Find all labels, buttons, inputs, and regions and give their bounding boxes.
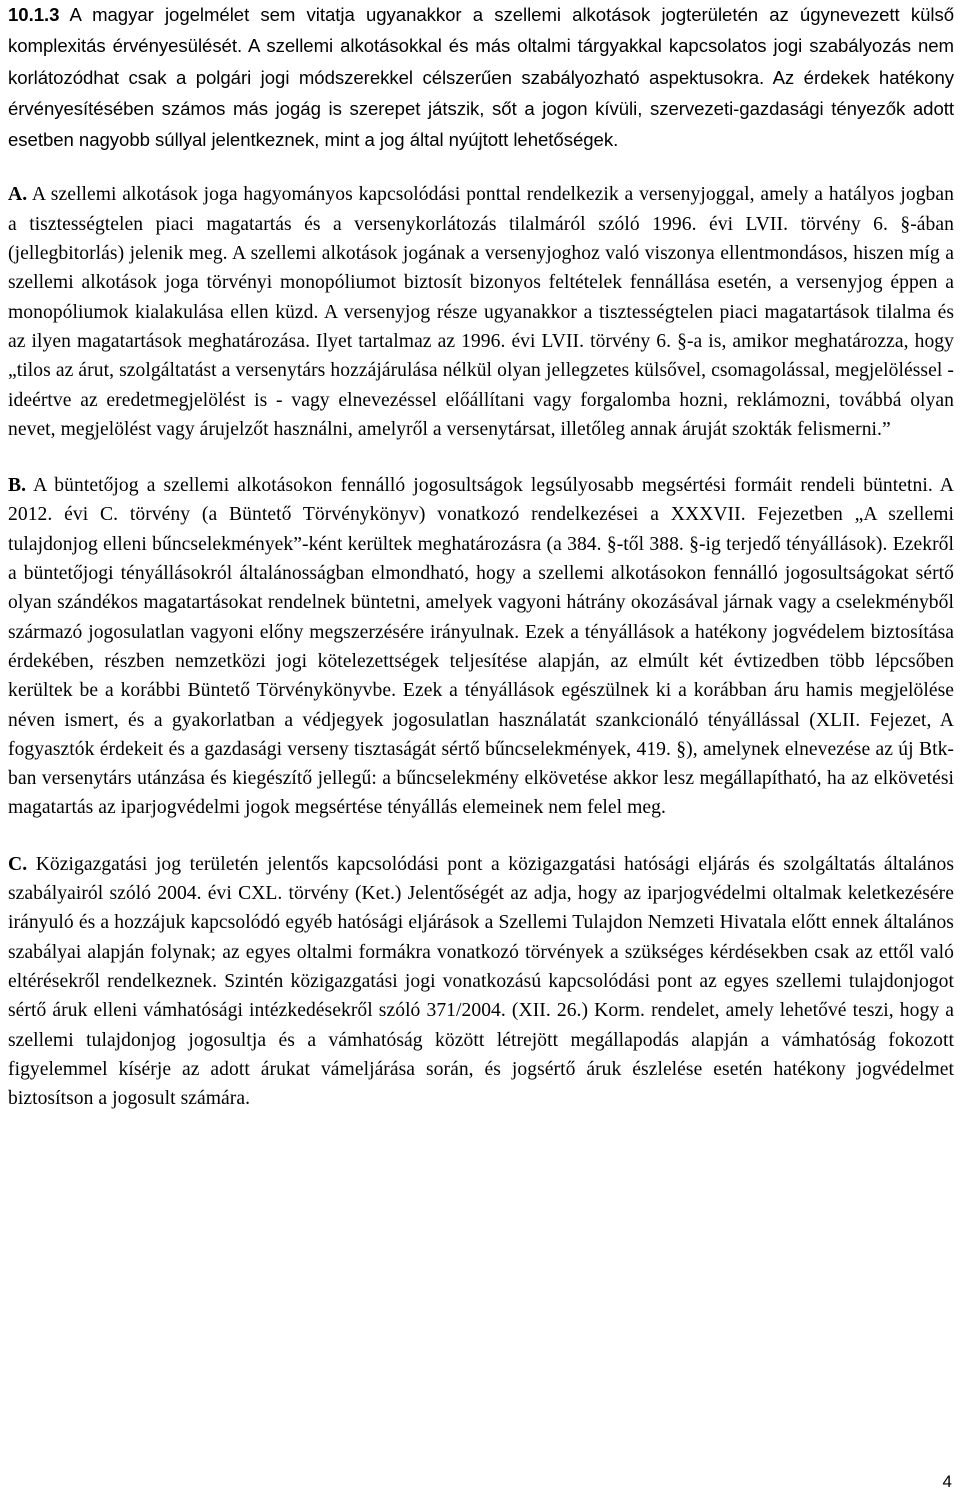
paragraph-c-label: C. [8,853,28,875]
paragraph-a-label: A. [8,184,28,206]
page-number: 4 [942,1472,952,1491]
section-text-sans: A magyar jogelmélet sem vitatja ugyanakkor a szellemi alkotások jogterületén az úgynevezett külső komplexitás érvényesülését. A szellemi alkotásokkal és más oltalmi tárgyakkal kapcsolatos jogi szabályozás nem korlátozódhat csak a polgári jogi módszerekkel célszerűen szabályozható aspektusokra. [8,4,954,88]
section-number: 10.1.3 [8,4,60,25]
paragraph-b-label: B. [8,475,27,497]
paragraph-c [8,850,954,1114]
document-page [8,0,954,1113]
section-paragraph [8,0,954,156]
paragraph-b-text: A büntetőjog a szellemi alkotásokon fennálló jogosultságok legsúlyosabb megsértési formáit rendeli büntetni. A 2012. évi C. törvény (a Büntető Törvénykönyv) vonatkozó rendelkezései a XXXVII. Fejezetben „A szellemi tulajdonjog elleni bűncselekmények”-ként kerültek meghatározásra (a 384. §-től 388. §-ig terjedő tényállások). Ezekről a büntetőjogi tényállásokról általánosságban elmondható, hogy a szellemi alkotásokon fennálló jogosultságokat sértő olyan szándékos magatartásokat rendelnek büntetni, amelyek vagyoni hátrány okozásával járnak vagy a cselekményből származó jogosulatlan vagyoni előny megszerzésére irányulnak. Ezek a tényállások a hatékony jogvédelem biztosítása érdekében, részben nemzetközi jogi kötelezettségek teljesítése alapján, az elmúlt két évtizedben több lépcsőben kerültek be a korábbi Büntető Törvénykönyvbe. Ezek a tényállások egészülnek ki a korábban áru hamis megjelölése néven ismert, és a gyakorlatban a védjegyek jogosulatlan használatát szankcionáló tényállással (XLII. Fejezet, A fogyasztók érdekeit és a gazdasági verseny tisztaságát sértő bűncselekmények, 419. §), amelynek elnevezése az új Btk-ban versenytárs utánzása és kiegészítő jellegű: a bűncselekmény elkövetése akkor lesz megállapítható, ha az elkövetési magatartás az iparjogvédelmi jogok megsértése tényállás elemeinek nem felel meg. [8,475,954,819]
section-text-sans-continued: Az érdekek hatékony érvényesítésében számos más jogág is szerepet játszik, sőt a jogon kívüli, szervezeti-gazdasági tényezők adott esetben nagyobb súllyal jelentkeznek, mint a jog által nyújtott lehetőségek. [8,66,954,151]
paragraph-c-text: Közigazgatási jog területén jelentős kapcsolódási pont a közigazgatási hatósági eljárás és szolgáltatás általános szabályairól szóló 2004. évi CXL. törvény (Ket.) Jelentőségét az adja, hogy az iparjogvédelmi oltalmak keletkezésére irányuló és a hozzájuk kapcsolódó egyéb hatósági eljárások a Szellemi Tulajdon Nemzeti Hivatala előtt ennek általános szabályai alapján folynak; az egyes oltalmi formákra vonatkozó törvények a szükséges kérdésekben csak az ettől való eltérésekről rendelkeznek. Szintén közigazgatási jogi vonatkozású kapcsolódási pont az egyes szellemi tulajdonjogot sértő áruk elleni vámhatósági intézkedésekről szóló 371/2004. (XII. 26.) Korm. rendelet, amely lehetővé teszi, hogy a szellemi tulajdonjog jogosultja és a vámhatóság között létrejött megállapodás alapján a vámhatóság fokozott figyelemmel kísérje az adott árukat vámeljárása során, és jogsértő áruk észlelése esetén hatékony jogvédelmet biztosítson a jogosult számára. [8,853,954,1110]
paragraph-b [8,471,954,823]
paragraph-a [8,180,954,444]
paragraph-a-text: A szellemi alkotások joga hagyományos kapcsolódási ponttal rendelkezik a versenyjoggal, amely a hatályos jogban a tisztességtelen piaci magatartás és a versenykorlátozás tilalmáról szóló 1996. évi LVII. törvény 6. §-ában (jellegbitorlás) jelenik meg. A szellemi alkotások jogának a versenyjoghoz való viszonya ellentmondásos, hiszen míg a szellemi alkotások joga törvényi monopóliumot biztosít bizonyos feltételek fennállása esetén, a versenyjog éppen a monopóliumok kialakulása ellen küzd. A versenyjog része ugyanakkor a tisztességtelen piaci magatartások tilalma és az ilyen magatartások meghatározása. Ilyet tartalmaz az 1996. évi LVII. törvény 6. §-a is, amikor meghatározza, hogy „tilos az árut, szolgáltatást a versenytárs hozzájárulása nélkül olyan jellegzetes külsővel, csomagolással, megjelöléssel - ideértve az eredetmegjelölést is - vagy elnevezéssel előállítani vagy forgalomba hozni, reklámozni, továbbá olyan nevet, megjelölést vagy árujelzőt használni, amelyről a versenytársat, illetőleg annak áruját szokták felismerni.” [8,184,954,440]
